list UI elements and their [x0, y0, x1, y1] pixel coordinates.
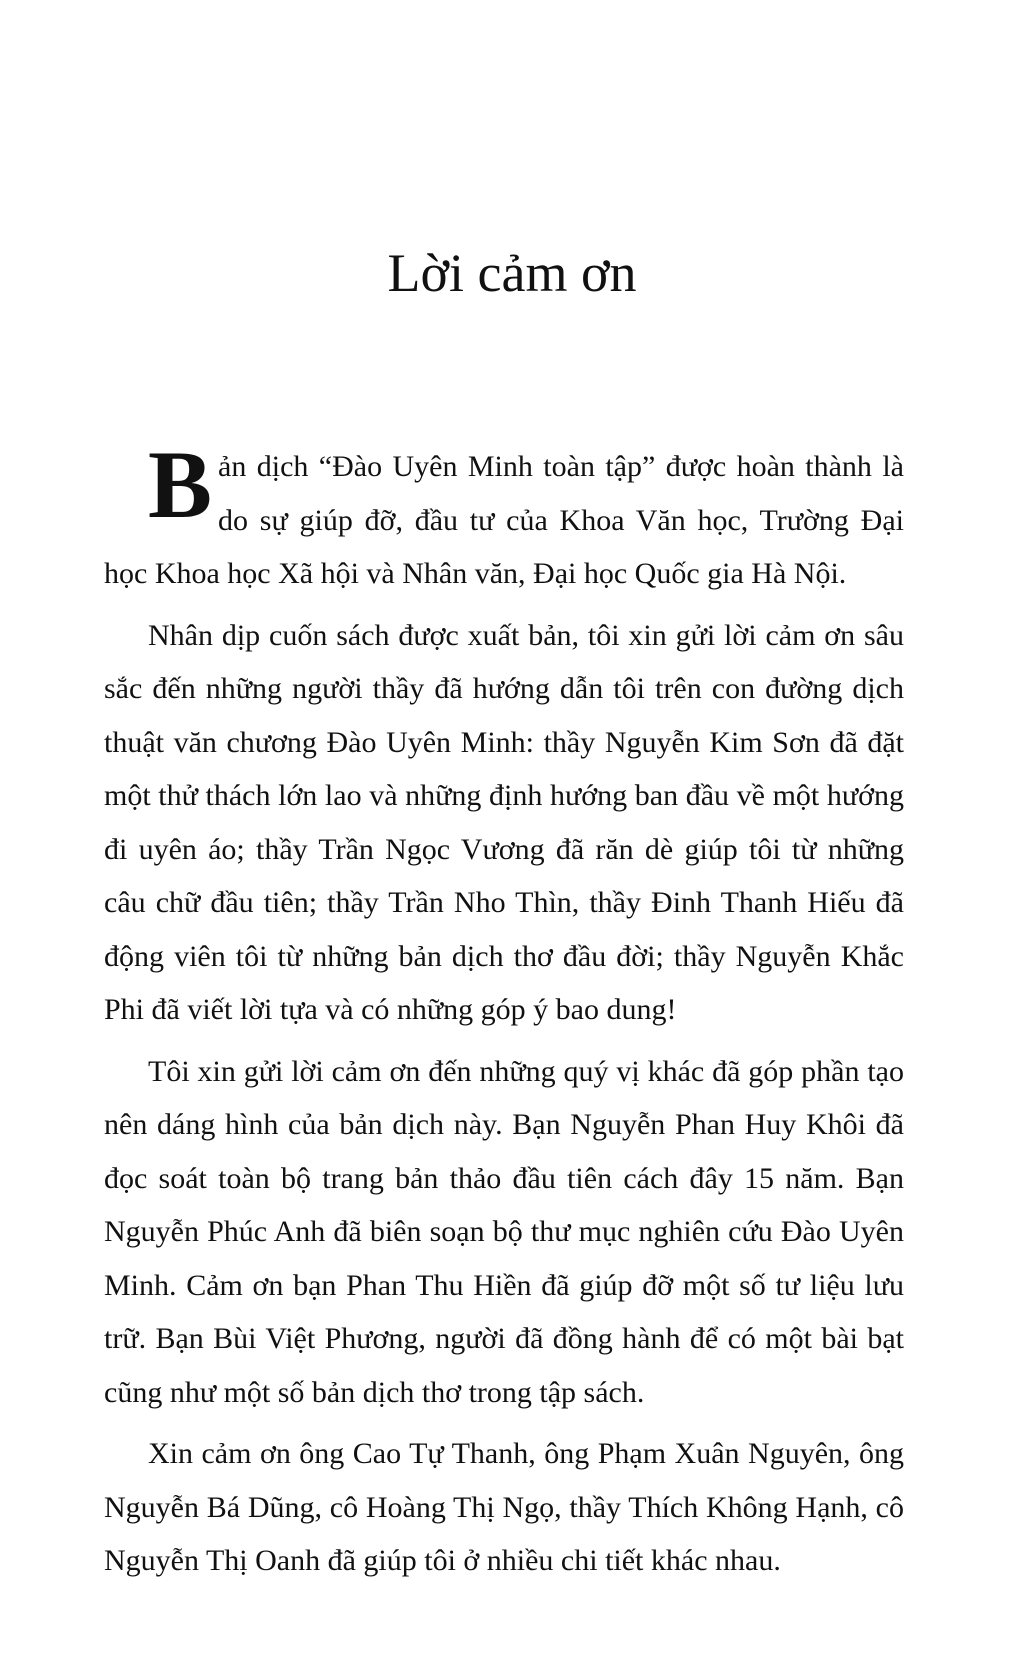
acknowledgements-body [104, 431, 904, 1596]
paragraph-1 [104, 431, 904, 601]
page-title: Lời cảm ơn [387, 243, 637, 303]
paragraph-2: Nhân dịp cuốn sách được xuất bản, tôi xin gửi lời cảm ơn sâu sắc đến những người thầy đã hướng dẫn tôi trên con đường dịch thuật văn chương Đào Uyên Minh: thầy Nguyễn Kim Sơn đã đặt một thử thách lớn lao và những định hướng ban đầu về một hướng đi uyên áo; thầy Trần Ngọc Vương đã răn dè giúp tôi từ những câu chữ đầu tiên; thầy Trần Nho Thìn, thầy Đinh Thanh Hiếu đã động viên tôi từ những bản dịch thơ đầu đời; thầy Nguyễn Khắc Phi đã viết lời tựa và có những góp ý bao dung! [104, 618, 904, 1026]
paragraph-3: Tôi xin gửi lời cảm ơn đến những quý vị khác đã góp phần tạo nên dáng hình của bản dịch này. Bạn Nguyễn Phan Huy Khôi đã đọc soát toàn bộ trang bản thảo đầu tiên cách đây 15 năm. Bạn Nguyễn Phúc Anh đã biên soạn bộ thư mục nghiên cứu Đào Uyên Minh. Cảm ơn bạn Phan Thu Hiền đã giúp đỡ một số tư liệu lưu trữ. Bạn Bùi Việt Phương, người đã đồng hành để có một bài bạt cũng như một số bản dịch thơ trong tập sách. [104, 1054, 904, 1409]
paragraph-1-text: ản dịch “Đào Uyên Minh toàn tập” được hoàn thành là do sự giúp đỡ, đầu tư của Khoa Văn học, Trường Đại học Khoa học Xã hội và Nhân văn, Đại học Quốc gia Hà Nội. [104, 450, 904, 590]
drop-cap: B [148, 431, 213, 538]
paragraph-4: Xin cảm ơn ông Cao Tự Thanh, ông Phạm Xuân Nguyên, ông Nguyễn Bá Dũng, cô Hoàng Thị Ngọ, thầy Thích Không Hạnh, cô Nguyễn Thị Oanh đã giúp tôi ở nhiều chi tiết khác nhau. [104, 1437, 904, 1577]
